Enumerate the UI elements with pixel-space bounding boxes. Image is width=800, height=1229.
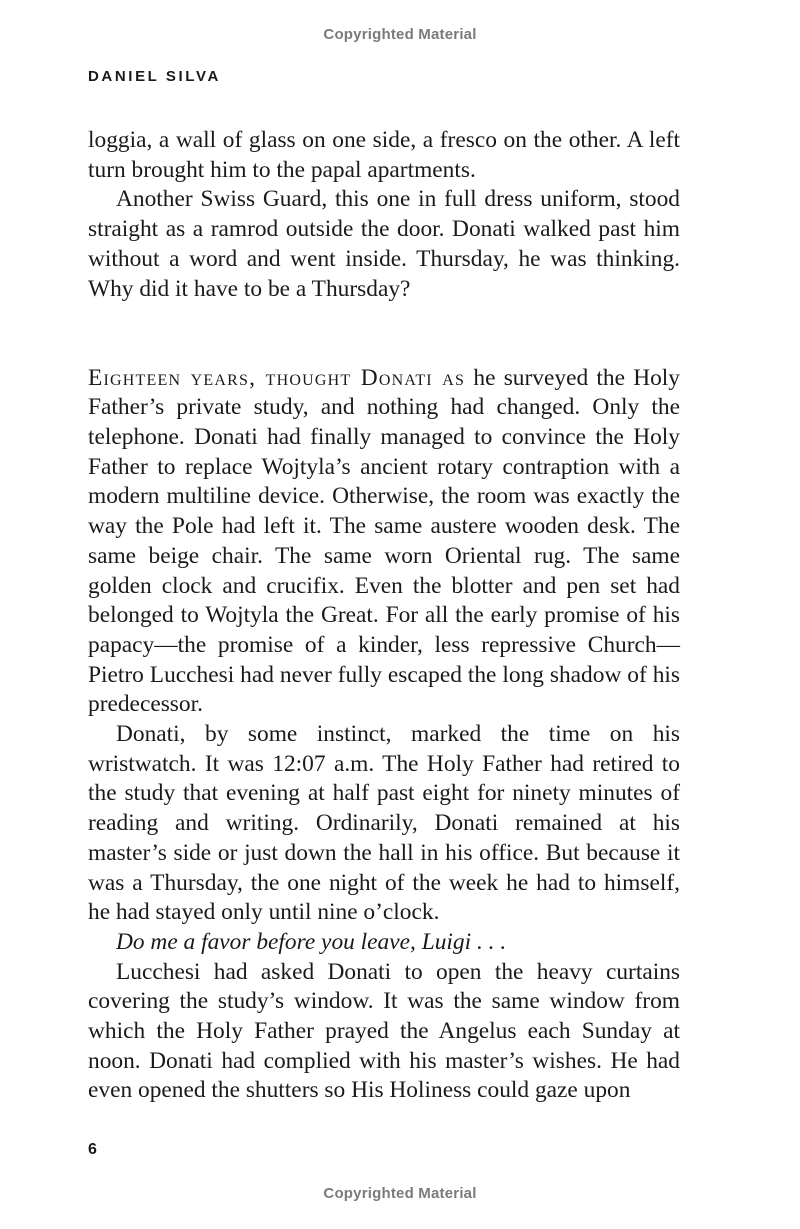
paragraph: Lucchesi had asked Donati to open the heavy curtains covering the study’s window. It was the same window from which the Holy Father prayed the Angelus each Sunday at noon. Donati had complied with his master’s wishes. He had even opened the shutters so His Holiness could gaze upon <box>88 958 680 1104</box>
paragraph: Donati, by some instinct, marked the time on his wristwatch. It was 12:07 a.m. The Holy Father had retired to the study that evening at half past eight for ninety minutes of reading and writing. Ordinarily, Donati remained at his master’s side or just down the hall in his office. But because it was a Thursday, the one night of the week he had to himself, he had stayed only until nine o’clock. <box>88 721 680 926</box>
paragraph: Another Swiss Guard, this one in full dress uniform, stood straight as a ramrod outside the door. Donati walked past him without a word and went inside. Thursday, he was thinking. Why did it have to be a Thursday? <box>88 186 680 302</box>
copyright-notice-bottom: Copyrighted Material <box>323 1185 477 1202</box>
copyright-notice-top: Copyrighted Material <box>323 26 477 43</box>
page-number: 6 <box>88 1141 97 1158</box>
section-opening-paragraph <box>88 364 680 720</box>
small-caps-lead-in: Eighteen years, thought Donati as <box>88 364 466 391</box>
paragraph-text: he surveyed the Holy Father’s private study, and nothing had changed. Only the telephone. Donati had finally managed to convince the Holy Father to replace Wojtyla’s ancient rotary contraption with a modern multiline device. Otherwise, the room was exactly the way the Pole had left it. The same austere wooden desk. The same beige chair. The same worn Oriental rug. The same golden clock and crucifix. Even the blotter and pen set had belonged to Wojtyla the Great. For all the early promise of his papacy—the promise of a kinder, less repressive Church—Pietro Lucchesi had never fully escaped the long shadow of his predecessor. <box>88 364 680 718</box>
italic-recalled-dialogue: Do me a favor before you leave, Luigi . . . <box>116 928 507 955</box>
running-head-author: DANIEL SILVA <box>88 68 221 85</box>
page-body-text <box>88 126 680 1106</box>
paragraph-continued: loggia, a wall of glass on one side, a fresco on the other. A left turn brought him to the papal apartments. <box>88 127 680 183</box>
